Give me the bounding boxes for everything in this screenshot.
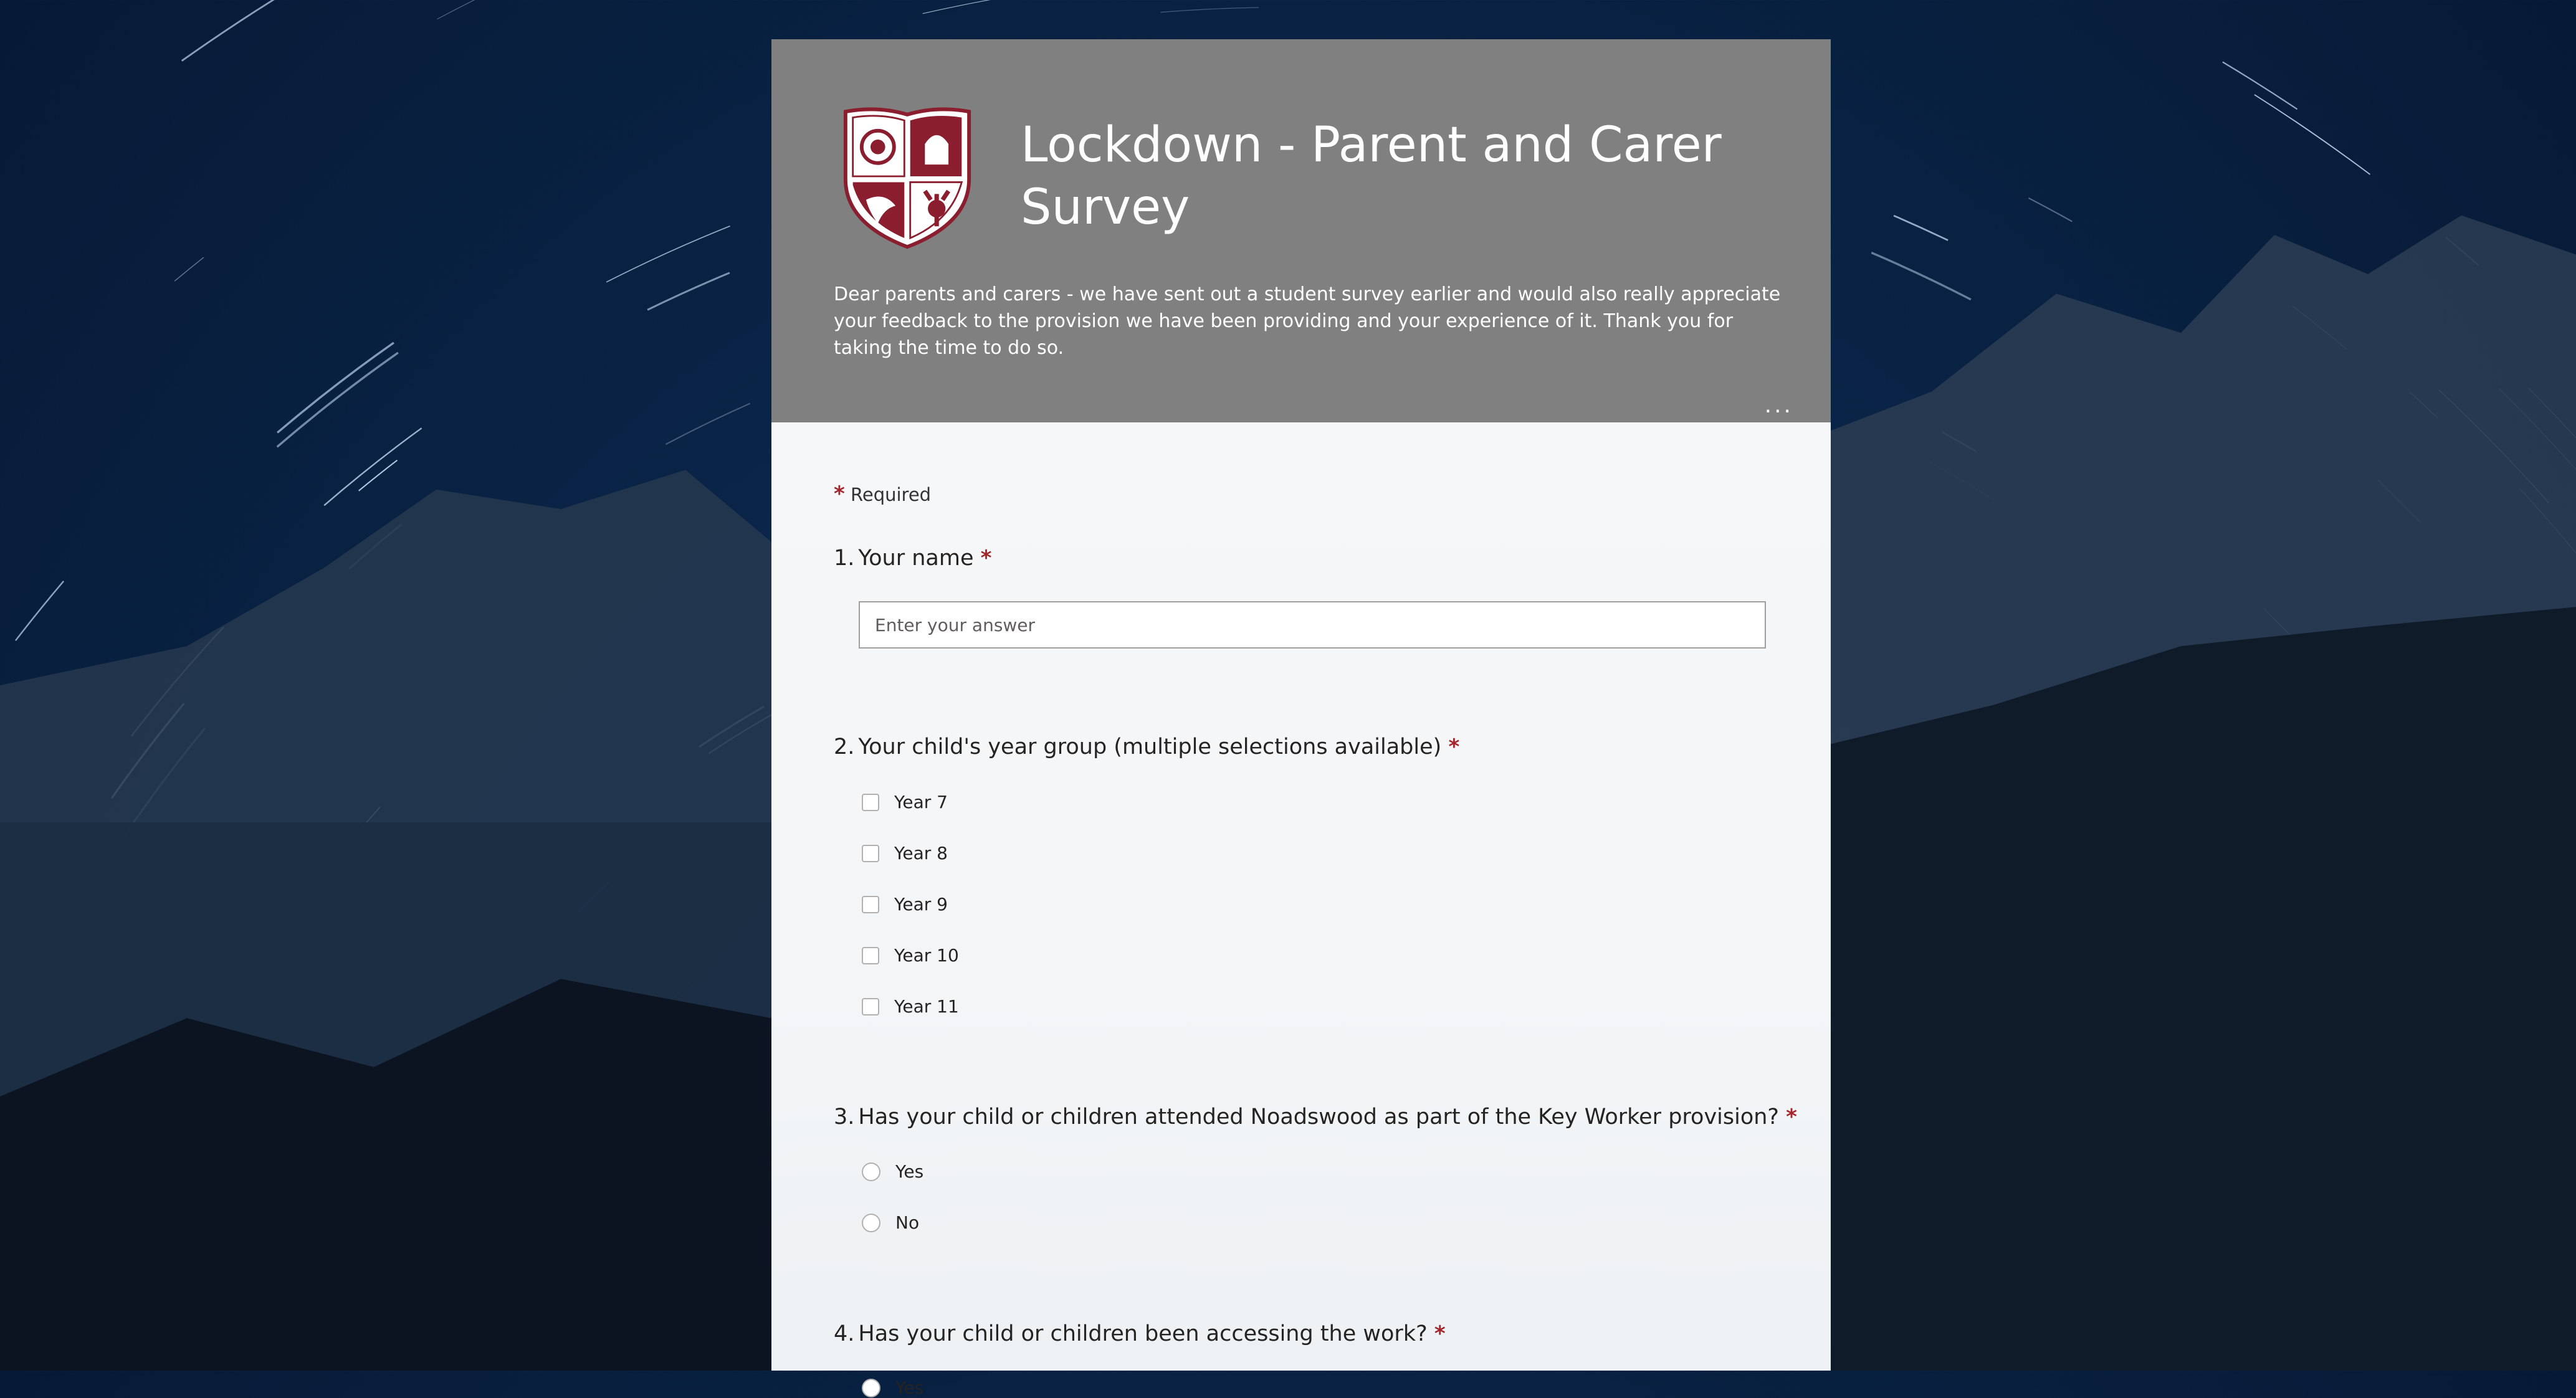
school-crest-icon [834, 103, 981, 250]
checkbox[interactable] [862, 896, 879, 913]
checkbox-option[interactable]: Year 11 [862, 996, 959, 1017]
required-note-label: Required [851, 484, 932, 505]
radio-button[interactable] [862, 1163, 880, 1181]
question-title: 4. Has your child or children been accessing the work? * [834, 1321, 1446, 1346]
required-marker: * [1448, 735, 1460, 759]
form-header [771, 39, 1831, 422]
required-marker: * [980, 546, 992, 571]
checkbox-option[interactable]: Year 7 [862, 792, 948, 812]
checkbox[interactable] [862, 998, 879, 1015]
form-title: Lockdown - Parent and Carer Survey [1021, 117, 1722, 235]
required-marker: * [1786, 1105, 1797, 1129]
question-1 [834, 544, 991, 573]
checkbox[interactable] [862, 794, 879, 811]
required-marker: * [1434, 1321, 1446, 1346]
name-input[interactable] [859, 601, 1766, 649]
form-body [771, 422, 1831, 1398]
form-card [771, 39, 1831, 1398]
question-title: 2. Your child's year group (multiple selections available) * [834, 735, 1460, 759]
radio-option[interactable]: Yes [862, 1161, 923, 1182]
question-title: 1. Your name * [834, 546, 992, 571]
question-4 [834, 1320, 1446, 1348]
checkbox[interactable] [862, 845, 879, 862]
question-2 [834, 733, 1459, 761]
radio-option[interactable]: Yes [862, 1377, 923, 1398]
checkbox-option[interactable]: Year 10 [862, 945, 959, 966]
checkbox[interactable] [862, 947, 879, 964]
radio-button[interactable] [862, 1214, 880, 1232]
checkbox-option[interactable]: Year 9 [862, 894, 948, 915]
ellipsis-icon[interactable]: ... [1764, 392, 1793, 418]
required-note [834, 482, 931, 506]
question-title: 3. Has your child or children attended Noadswood as part of the Key Worker provision? * [834, 1105, 1797, 1129]
radio-button[interactable] [862, 1379, 880, 1397]
radio-option[interactable]: No [862, 1212, 919, 1233]
required-marker: * [834, 482, 845, 506]
checkbox-option[interactable]: Year 8 [862, 843, 948, 863]
question-3 [834, 1103, 1797, 1131]
form-description: Dear parents and carers - we have sent out a student survey earlier and would also really appreciate your feedback to the provision we have been providing and your experience of it. Thank you for taking the time to do so. [834, 283, 1781, 359]
